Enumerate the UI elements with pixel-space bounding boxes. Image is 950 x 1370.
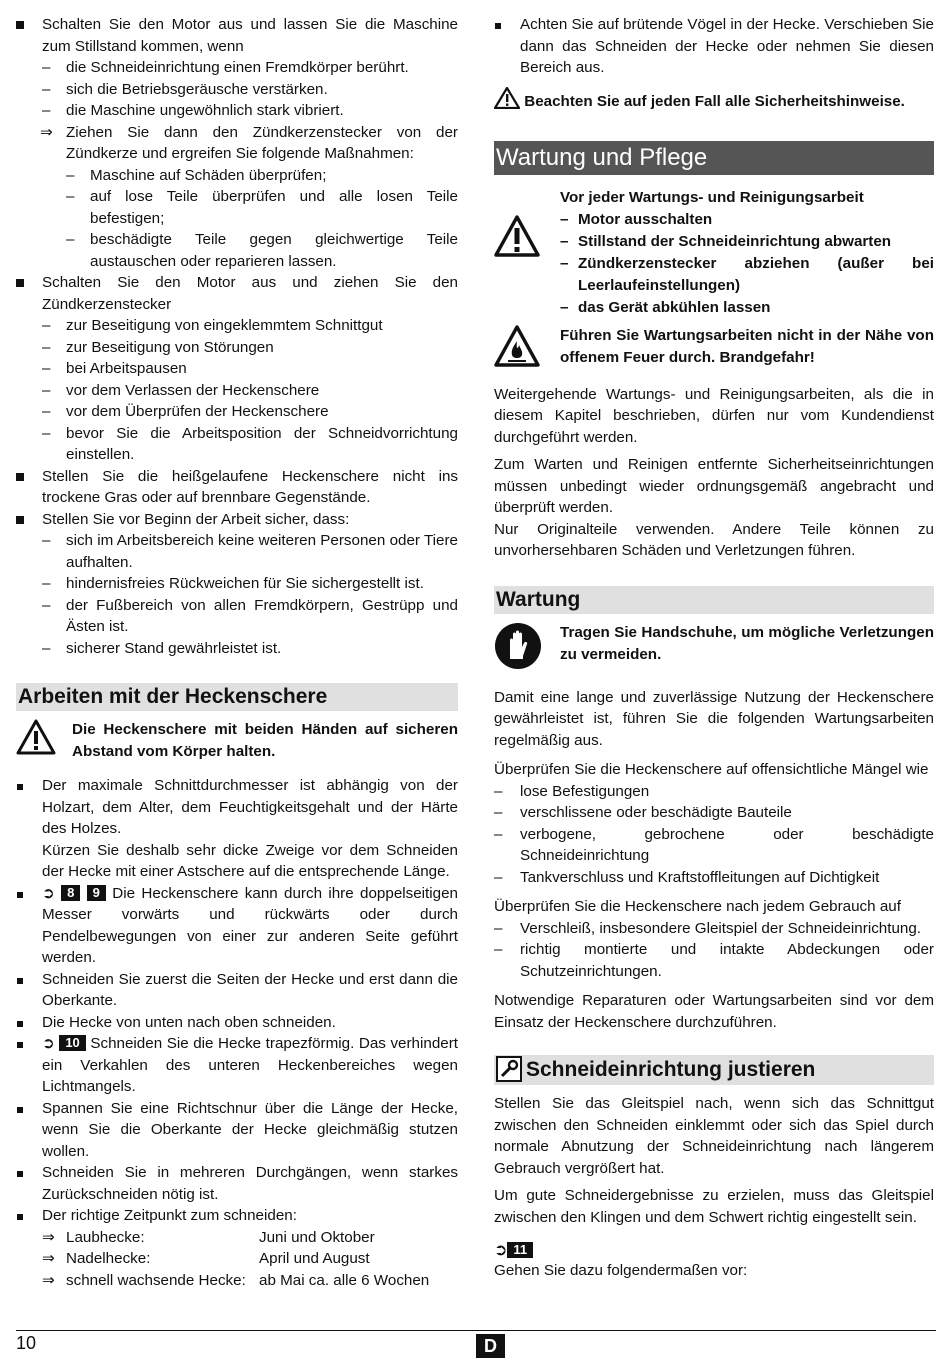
paragraph: Notwendige Reparaturen oder Wartungsarbeiten sind vor dem Einsatz der Heckenschere durchzuführen. xyxy=(494,992,934,1031)
list-item: ➲ 10 Schneiden Sie die Hecke trapezförmig. Das verhindert ein Verkahlen des unteren Heckenbereiches wegen Lichtmangels. xyxy=(16,1033,458,1098)
paragraph: Überprüfen Sie die Heckenschere nach jedem Gebrauch auf xyxy=(494,898,901,915)
warning-block: Vor jeder Wartungs- und Reinigungsarbeit – Motor ausschalten – Stillstand der Schneideinrichtung abwarten – Zündkerzenstecker abziehen (außer bei Leerlaufeinstellungen) – das Gerät abkühlen lassen xyxy=(494,187,934,319)
sub-item: – Tankverschluss und Kraftstoffleitungen auf Dichtigkeit xyxy=(494,868,880,886)
sub-item: – vor dem Überprüfen der Heckenschere xyxy=(42,403,329,420)
figure-ref-icon: ➲ xyxy=(42,884,55,902)
sub-item: – hindernisfreies Rückweichen für Sie sichergestellt ist. xyxy=(42,575,424,592)
figure-badge: 9 xyxy=(87,885,106,901)
warning-text: Führen Sie Wartungsarbeiten nicht in der Nähe von offenem Feuer durch. Brandgefahr! xyxy=(560,326,934,366)
paragraph: Um gute Schneidergebnisse zu erzielen, muss das Gleitspiel zwischen den Klingen und dem Schwert richtig eingestellt sein. xyxy=(494,1187,934,1226)
sub-item: – sicherer Stand gewährleistet ist. xyxy=(42,639,282,657)
paragraph: Nur Originalteile verwenden. Andere Teile können zu unvorhersehbaren Schäden und Verletzungen führen. xyxy=(494,520,934,559)
pre-title: Vor jeder Wartungs- und Reinigungsarbeit xyxy=(560,188,864,206)
glove-warning-block xyxy=(494,622,934,675)
list-item: Stellen Sie die heißgelaufene Heckenschere nicht ins trockene Gras oder auf brennbare Gegenstände. xyxy=(16,466,458,509)
sub-item: – zur Beseitigung von eingeklemmtem Schnittgut xyxy=(42,317,383,334)
warning-text: Tragen Sie Handschuhe, um mögliche Verletzungen zu vermeiden. xyxy=(560,623,934,663)
sub-item: – bevor Sie die Arbeitsposition der Schneidvorrichtung einstellen. xyxy=(42,424,458,463)
glove-icon xyxy=(494,622,550,675)
paragraph: Gehen Sie dazu folgendermaßen vor: xyxy=(494,1262,748,1279)
figure-badge: 8 xyxy=(61,885,80,901)
sub-item: – richtig montierte und intakte Abdeckungen oder Schutzeinrichtungen. xyxy=(494,941,934,980)
warning-text: Die Heckenschere mit beiden Händen auf sicheren Abstand vom Körper halten. xyxy=(72,721,458,760)
list-item: ➲ 8 9 Die Heckenschere kann durch ihre doppelseitigen Messer vorwärts und rückwärts oder durch Pendelbewegungen von einer zur anderen Seite geführt werden. xyxy=(16,883,458,969)
arrow-item: ⇒ Ziehen Sie dann den Zündkerzenstecker von der Zündkerze und ergreifen Sie folgende Maßnahmen: xyxy=(40,123,458,162)
time-row: ⇒ Nadelhecke: April und August xyxy=(42,1250,370,1267)
sub-item: – sich die Betriebsgeräusche verstärken. xyxy=(42,80,328,98)
list-item: Stellen Sie vor Beginn der Arbeit sicher, dass: xyxy=(16,509,458,531)
list-item: Achten Sie auf brütende Vögel in der Hecke. Verschieben Sie dann das Schneiden der Hecke oder nehmen Sie diesen Bereich aus. xyxy=(494,14,934,79)
list-item-continuation: Kürzen Sie deshalb sehr dicke Zweige vor dem Schneiden der Hecke mit einer Astschere auf die entsprechende Länge. xyxy=(42,841,458,880)
language-badge: D xyxy=(476,1334,505,1358)
right-column xyxy=(494,14,934,1282)
page-number: 10 xyxy=(16,1333,37,1353)
figure-badge: 10 xyxy=(59,1035,85,1051)
paragraph: Damit eine lange und zuverlässige Nutzung der Heckenschere gewährleistet ist, führen Sie die folgenden Wartungsarbeiten regelmäßig aus. xyxy=(494,688,934,749)
sub-item: – zur Beseitigung von Störungen xyxy=(42,338,274,356)
figure-ref-icon: ➲ xyxy=(494,1242,508,1259)
section-heading: Schneideinrichtung justieren xyxy=(494,1055,934,1085)
sub-item: – die Schneideinrichtung einen Fremdkörper berührt. xyxy=(42,59,409,76)
fire-warning-block xyxy=(494,325,934,372)
sub-item: – Maschine auf Schäden überprüfen; xyxy=(66,166,327,184)
sub-item: – beschädigte Teile gegen gleichwertige Teile austauschen oder reparieren lassen. xyxy=(66,231,458,270)
sub-item: – verschlissene oder beschädigte Bauteile xyxy=(494,804,792,821)
sub-item: – die Maschine ungewöhnlich stark vibriert. xyxy=(42,102,344,119)
wrench-icon xyxy=(496,1056,526,1084)
list-item: Schneiden Sie in mehreren Durchgängen, wenn starkes Zurückschneiden nötig ist. xyxy=(16,1162,458,1205)
list-item: Die Hecke von unten nach oben schneiden. xyxy=(16,1012,458,1034)
section-heading: Arbeiten mit der Heckenschere xyxy=(16,683,458,711)
paragraph: Weitergehende Wartungs- und Reinigungsarbeiten, als die in diesem Kapitel beschrieben, dürfen nur vom Kundendienst durchgeführt werden. xyxy=(494,385,934,446)
sub-item: – auf lose Teile überprüfen und alle losen Teile befestigen; xyxy=(66,188,458,227)
list-item: Der richtige Zeitpunkt zum schneiden: xyxy=(16,1205,458,1227)
sub-item: – lose Befestigungen xyxy=(494,782,650,800)
figure-ref xyxy=(494,1240,934,1260)
section-heading: Wartung xyxy=(494,586,934,614)
paragraph: Stellen Sie das Gleitspiel nach, wenn sich das Schnittgut zwischen den Schneiden einklemmt oder sich das Spiel durch normale Abnutzung der Schneideinrichtung nach längerem Gebrauch vergrößert hat. xyxy=(494,1095,934,1177)
fire-warning-icon xyxy=(494,325,550,372)
sub-item: – vor dem Verlassen der Heckenschere xyxy=(42,381,320,399)
safety-note: Beachten Sie auf jeden Fall alle Sicherheitshinweise. xyxy=(494,87,934,113)
left-column xyxy=(16,14,458,1291)
section-heading: Wartung und Pflege xyxy=(494,141,934,175)
list-item: Der maximale Schnittdurchmesser ist abhängig von der Holzart, dem Alter, dem Feuchtigkeitsgehalt und der Härte des Holzes. xyxy=(16,775,458,840)
sub-item: – verbogene, gebrochene oder beschädigte Schneideinrichtung xyxy=(494,825,934,864)
sub-item: – der Fußbereich von allen Fremdkörpern, Gestrüpp und Ästen ist. xyxy=(42,596,458,635)
page-footer xyxy=(16,1330,936,1356)
figure-badge: 11 xyxy=(507,1242,533,1258)
list-item: Spannen Sie eine Richtschnur über die Länge der Hecke, wenn Sie die Oberkante der Hecke gleichmäßig stutzen wollen. xyxy=(16,1098,458,1163)
sub-item: – sich im Arbeitsbereich keine weiteren Personen oder Tiere aufhalten. xyxy=(42,532,458,571)
paragraph: Zum Warten und Reinigen entfernte Sicherheitseinrichtungen müssen unbedingt wieder ordnungsgemäß angebracht und überprüft werden. xyxy=(494,456,934,516)
sub-item: – Verschleiß, insbesondere Gleitspiel der Schneideinrichtung. xyxy=(494,919,922,937)
sub-item: – bei Arbeitspausen xyxy=(42,360,187,377)
warning-triangle-icon xyxy=(16,719,72,760)
list-item: Schalten Sie den Motor aus und lassen Sie die Maschine zum Stillstand kommen, wenn xyxy=(16,14,458,57)
time-row: ⇒ Laubhecke: Juni und Oktober xyxy=(42,1228,375,1246)
list-item: Schneiden Sie zuerst die Seiten der Hecke und erst dann die Oberkante. xyxy=(16,969,458,1012)
figure-ref-icon: ➲ xyxy=(42,1035,55,1052)
warning-triangle-icon xyxy=(494,93,520,110)
time-row: ⇒ schnell wachsende Hecke: ab Mai ca. alle 6 Wochen xyxy=(42,1271,430,1289)
list-item: Schalten Sie den Motor aus und ziehen Sie den Zündkerzenstecker xyxy=(16,272,458,315)
warning-block xyxy=(16,719,458,763)
paragraph: Überprüfen Sie die Heckenschere auf offensichtliche Mängel wie xyxy=(494,761,929,778)
warning-triangle-icon xyxy=(494,187,550,262)
